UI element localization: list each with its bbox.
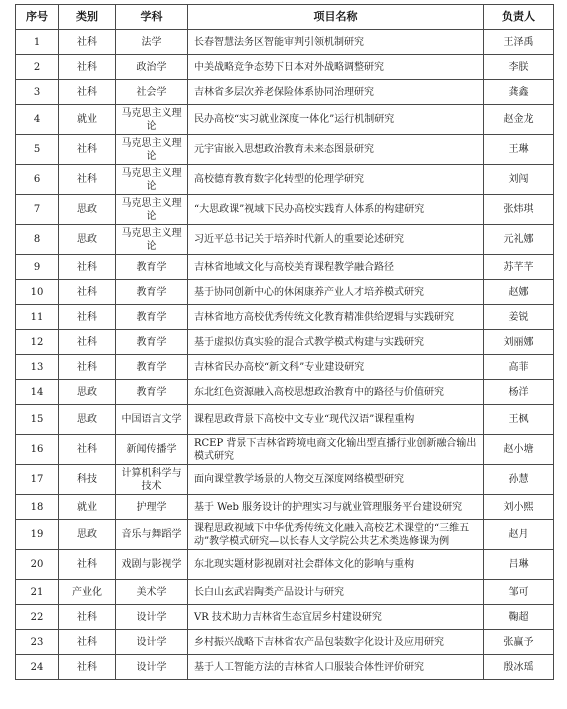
cell-subject: 计算机科学与技术 bbox=[116, 465, 188, 495]
table-row bbox=[16, 30, 554, 55]
cell-category: 社科 bbox=[59, 655, 116, 680]
table-row bbox=[16, 550, 554, 580]
cell-subject: 教育学 bbox=[116, 380, 188, 405]
cell-category: 社科 bbox=[59, 55, 116, 80]
cell-category: 社科 bbox=[59, 135, 116, 165]
table-row bbox=[16, 435, 554, 465]
cell-subject: 教育学 bbox=[116, 355, 188, 380]
cell-leader: 张赢予 bbox=[484, 630, 554, 655]
header-row bbox=[16, 5, 554, 30]
header-title: 项目名称 bbox=[188, 5, 484, 30]
cell-title: 吉林省多层次养老保险体系协同治理研究 bbox=[188, 80, 484, 105]
cell-leader: 孙慧 bbox=[484, 465, 554, 495]
cell-no: 21 bbox=[16, 580, 59, 605]
cell-subject: 马克思主义理论 bbox=[116, 195, 188, 225]
cell-title: “大思政课”视域下民办高校实践育人体系的构建研究 bbox=[188, 195, 484, 225]
cell-subject: 设计学 bbox=[116, 630, 188, 655]
cell-title: VR 技术助力吉林省生态宜居乡村建设研究 bbox=[188, 605, 484, 630]
cell-title: 东北红色资源融入高校思想政治教育中的路径与价值研究 bbox=[188, 380, 484, 405]
cell-category: 思政 bbox=[59, 405, 116, 435]
cell-category: 社科 bbox=[59, 355, 116, 380]
table-row bbox=[16, 355, 554, 380]
cell-category: 社科 bbox=[59, 605, 116, 630]
cell-leader: 赵娜 bbox=[484, 280, 554, 305]
cell-leader: 殷冰瑶 bbox=[484, 655, 554, 680]
cell-subject: 设计学 bbox=[116, 655, 188, 680]
cell-leader: 刘丽娜 bbox=[484, 330, 554, 355]
cell-leader: 王枫 bbox=[484, 405, 554, 435]
cell-leader: 张炜琪 bbox=[484, 195, 554, 225]
cell-title: 基于人工智能方法的吉林省人口服装合体性评价研究 bbox=[188, 655, 484, 680]
table-row bbox=[16, 655, 554, 680]
cell-subject: 中国语言文学 bbox=[116, 405, 188, 435]
cell-leader: 王琳 bbox=[484, 135, 554, 165]
table-row bbox=[16, 405, 554, 435]
cell-no: 5 bbox=[16, 135, 59, 165]
cell-leader: 苏芊芊 bbox=[484, 255, 554, 280]
cell-title: 习近平总书记关于培养时代新人的重要论述研究 bbox=[188, 225, 484, 255]
cell-leader: 王泽禹 bbox=[484, 30, 554, 55]
cell-category: 社科 bbox=[59, 30, 116, 55]
project-table-container bbox=[15, 4, 554, 680]
table-row bbox=[16, 580, 554, 605]
cell-no: 8 bbox=[16, 225, 59, 255]
cell-title: 基于协同创新中心的休闲康养产业人才培养模式研究 bbox=[188, 280, 484, 305]
cell-title: 乡村振兴战略下吉林省农产品包装数字化设计及应用研究 bbox=[188, 630, 484, 655]
table-row bbox=[16, 255, 554, 280]
cell-no: 14 bbox=[16, 380, 59, 405]
cell-subject: 政治学 bbox=[116, 55, 188, 80]
table-row bbox=[16, 630, 554, 655]
cell-subject: 教育学 bbox=[116, 330, 188, 355]
cell-category: 社科 bbox=[59, 255, 116, 280]
cell-leader: 元礼娜 bbox=[484, 225, 554, 255]
cell-no: 16 bbox=[16, 435, 59, 465]
cell-subject: 音乐与舞蹈学 bbox=[116, 520, 188, 550]
table-row bbox=[16, 605, 554, 630]
cell-subject: 马克思主义理论 bbox=[116, 165, 188, 195]
cell-no: 20 bbox=[16, 550, 59, 580]
cell-category: 社科 bbox=[59, 305, 116, 330]
header-category: 类别 bbox=[59, 5, 116, 30]
cell-category: 社科 bbox=[59, 330, 116, 355]
cell-leader: 鞠超 bbox=[484, 605, 554, 630]
header-no: 序号 bbox=[16, 5, 59, 30]
cell-no: 6 bbox=[16, 165, 59, 195]
project-table bbox=[15, 4, 554, 680]
cell-category: 社科 bbox=[59, 280, 116, 305]
cell-subject: 戏剧与影视学 bbox=[116, 550, 188, 580]
table-row bbox=[16, 55, 554, 80]
cell-no: 22 bbox=[16, 605, 59, 630]
header-subject: 学科 bbox=[116, 5, 188, 30]
cell-subject: 设计学 bbox=[116, 605, 188, 630]
cell-title: RCEP 背景下吉林省跨境电商文化输出型直播行业创新融合输出模式研究 bbox=[188, 435, 484, 465]
table-row bbox=[16, 305, 554, 330]
cell-no: 19 bbox=[16, 520, 59, 550]
table-row bbox=[16, 465, 554, 495]
cell-title: 高校德育教育数字化转型的伦理学研究 bbox=[188, 165, 484, 195]
cell-category: 社科 bbox=[59, 630, 116, 655]
cell-title: 吉林省地域文化与高校美育课程教学融合路径 bbox=[188, 255, 484, 280]
cell-subject: 教育学 bbox=[116, 280, 188, 305]
cell-title: 长春智慧法务区智能审判引领机制研究 bbox=[188, 30, 484, 55]
cell-title: 课程思政背景下高校中文专业“现代汉语”课程重构 bbox=[188, 405, 484, 435]
cell-no: 23 bbox=[16, 630, 59, 655]
cell-category: 产业化 bbox=[59, 580, 116, 605]
cell-leader: 李朕 bbox=[484, 55, 554, 80]
cell-no: 2 bbox=[16, 55, 59, 80]
cell-leader: 赵小塘 bbox=[484, 435, 554, 465]
cell-leader: 龚鑫 bbox=[484, 80, 554, 105]
cell-title: 元宇宙嵌入思想政治教育未来态图景研究 bbox=[188, 135, 484, 165]
cell-category: 就业 bbox=[59, 105, 116, 135]
cell-no: 17 bbox=[16, 465, 59, 495]
cell-subject: 教育学 bbox=[116, 305, 188, 330]
cell-subject: 马克思主义理论 bbox=[116, 105, 188, 135]
cell-category: 社科 bbox=[59, 165, 116, 195]
header-leader: 负责人 bbox=[484, 5, 554, 30]
table-row bbox=[16, 135, 554, 165]
table-row bbox=[16, 380, 554, 405]
table-row bbox=[16, 105, 554, 135]
cell-title: 吉林省民办高校“新文科”专业建设研究 bbox=[188, 355, 484, 380]
cell-leader: 高菲 bbox=[484, 355, 554, 380]
cell-no: 13 bbox=[16, 355, 59, 380]
table-row bbox=[16, 520, 554, 550]
cell-leader: 杨洋 bbox=[484, 380, 554, 405]
cell-no: 15 bbox=[16, 405, 59, 435]
cell-title: 课程思政视域下中华优秀传统文化融入高校艺术课堂的“三维五动”教学模式研究—以长春人文学院公共艺术类选修课为例 bbox=[188, 520, 484, 550]
cell-subject: 社会学 bbox=[116, 80, 188, 105]
table-row bbox=[16, 165, 554, 195]
cell-subject: 马克思主义理论 bbox=[116, 225, 188, 255]
table-body bbox=[16, 30, 554, 680]
cell-category: 社科 bbox=[59, 435, 116, 465]
cell-leader: 赵月 bbox=[484, 520, 554, 550]
cell-title: 基于虚拟仿真实验的混合式教学模式构建与实践研究 bbox=[188, 330, 484, 355]
cell-title: 中美战略竞争态势下日本对外战略调整研究 bbox=[188, 55, 484, 80]
cell-no: 18 bbox=[16, 495, 59, 520]
cell-leader: 刘小熙 bbox=[484, 495, 554, 520]
cell-title: 面向课堂教学场景的人物交互深度网络模型研究 bbox=[188, 465, 484, 495]
table-row bbox=[16, 225, 554, 255]
cell-title: 吉林省地方高校优秀传统文化教育精准供给逻辑与实践研究 bbox=[188, 305, 484, 330]
cell-no: 10 bbox=[16, 280, 59, 305]
cell-no: 11 bbox=[16, 305, 59, 330]
cell-category: 思政 bbox=[59, 380, 116, 405]
table-row bbox=[16, 330, 554, 355]
cell-category: 科技 bbox=[59, 465, 116, 495]
cell-title: 民办高校“实习就业深度一体化”运行机制研究 bbox=[188, 105, 484, 135]
cell-subject: 新闻传播学 bbox=[116, 435, 188, 465]
cell-no: 4 bbox=[16, 105, 59, 135]
cell-subject: 法学 bbox=[116, 30, 188, 55]
cell-no: 7 bbox=[16, 195, 59, 225]
cell-title: 长白山玄武岩陶类产品设计与研究 bbox=[188, 580, 484, 605]
cell-leader: 姜锐 bbox=[484, 305, 554, 330]
cell-category: 社科 bbox=[59, 80, 116, 105]
cell-no: 24 bbox=[16, 655, 59, 680]
cell-no: 1 bbox=[16, 30, 59, 55]
cell-no: 12 bbox=[16, 330, 59, 355]
cell-category: 社科 bbox=[59, 550, 116, 580]
table-row bbox=[16, 195, 554, 225]
cell-leader: 吕琳 bbox=[484, 550, 554, 580]
cell-leader: 邹可 bbox=[484, 580, 554, 605]
table-row bbox=[16, 280, 554, 305]
cell-category: 思政 bbox=[59, 195, 116, 225]
cell-category: 思政 bbox=[59, 520, 116, 550]
cell-title: 东北现实题材影视剧对社会群体文化的影响与重构 bbox=[188, 550, 484, 580]
cell-leader: 刘闯 bbox=[484, 165, 554, 195]
cell-title: 基于 Web 服务设计的护理实习与就业管理服务平台建设研究 bbox=[188, 495, 484, 520]
cell-leader: 赵金龙 bbox=[484, 105, 554, 135]
cell-subject: 护理学 bbox=[116, 495, 188, 520]
cell-no: 9 bbox=[16, 255, 59, 280]
cell-subject: 马克思主义理论 bbox=[116, 135, 188, 165]
table-row bbox=[16, 495, 554, 520]
cell-subject: 美术学 bbox=[116, 580, 188, 605]
cell-category: 就业 bbox=[59, 495, 116, 520]
cell-subject: 教育学 bbox=[116, 255, 188, 280]
table-row bbox=[16, 80, 554, 105]
cell-category: 思政 bbox=[59, 225, 116, 255]
cell-no: 3 bbox=[16, 80, 59, 105]
